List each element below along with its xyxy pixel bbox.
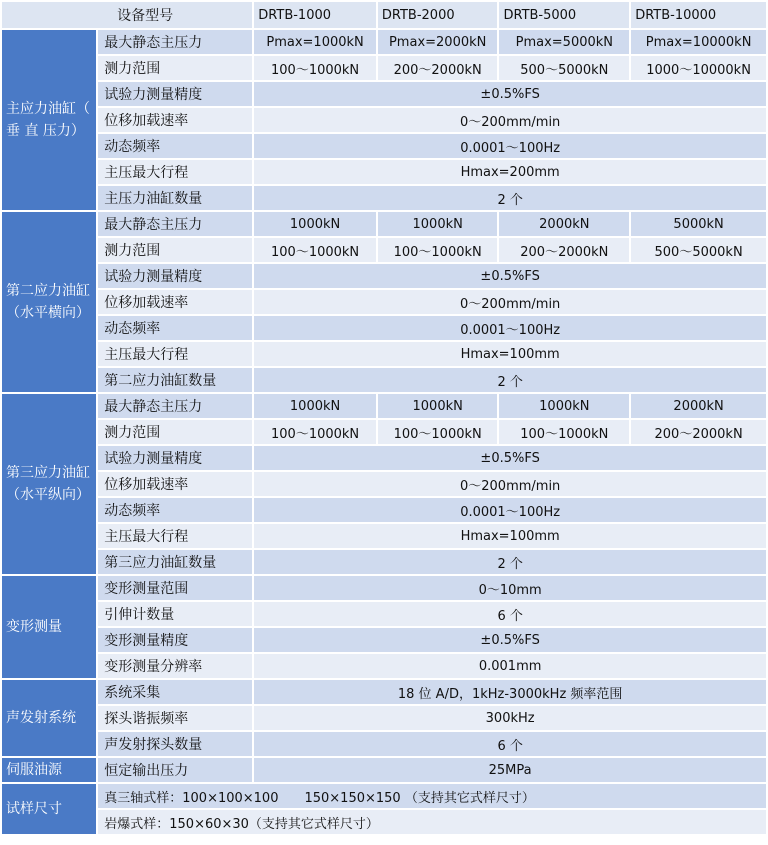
table-row — [2, 238, 766, 262]
table-row — [2, 264, 766, 288]
param-name: 最大静态主压力 — [98, 394, 252, 418]
param-value: 300kHz — [254, 706, 766, 730]
table-row — [2, 810, 766, 834]
param-name: 测力范围 — [98, 238, 252, 262]
group-name: 第二应力油缸（水平横向） — [2, 212, 96, 392]
model-name: DRTB-2000 — [378, 2, 498, 28]
group-name: 试样尺寸 — [2, 784, 96, 834]
param-name: 探头谐振频率 — [98, 706, 252, 730]
param-name: 动态频率 — [98, 134, 252, 158]
table-row — [2, 212, 766, 236]
table-row — [2, 706, 766, 730]
param-value: 100～1000kN — [378, 238, 498, 262]
param-value: Pmax=1000kN — [254, 30, 376, 54]
param-value: 0～200mm/min — [254, 472, 766, 496]
table-row — [2, 394, 766, 418]
param-value: 100～1000kN — [499, 420, 629, 444]
specimen-line: 真三轴式样：100×100×100 150×150×150 （支持其它式样尺寸） — [98, 784, 766, 808]
table-row — [2, 82, 766, 106]
param-name: 动态频率 — [98, 316, 252, 340]
table-row — [2, 290, 766, 314]
param-value: 200～2000kN — [631, 420, 766, 444]
group-name: 主应力油缸（ 垂 直 压力） — [2, 30, 96, 210]
param-value: 500～5000kN — [631, 238, 766, 262]
param-value: 0.0001～100Hz — [254, 498, 766, 522]
param-value: 500～5000kN — [499, 56, 629, 80]
table-row — [2, 160, 766, 184]
table-row — [2, 784, 766, 808]
param-value: Hmax=100mm — [254, 524, 766, 548]
param-value: 2 个 — [254, 550, 766, 574]
param-value: 2000kN — [499, 212, 629, 236]
table-row — [2, 420, 766, 444]
param-value: 1000～10000kN — [631, 56, 766, 80]
param-value: 0～200mm/min — [254, 290, 766, 314]
param-value: 100～1000kN — [254, 420, 376, 444]
param-value: 1000kN — [254, 394, 376, 418]
param-name: 第二应力油缸数量 — [98, 368, 252, 392]
table-row — [2, 446, 766, 470]
group-name: 声发射系统 — [2, 680, 96, 756]
param-value: ±0.5%FS — [254, 628, 766, 652]
table-row — [2, 134, 766, 158]
specimen-line: 岩爆式样：150×60×30（支持其它式样尺寸） — [98, 810, 766, 834]
table-row — [2, 576, 766, 600]
param-value: 2 个 — [254, 368, 766, 392]
param-value: ±0.5%FS — [254, 82, 766, 106]
param-name: 主压最大行程 — [98, 342, 252, 366]
param-name: 试验力测量精度 — [98, 264, 252, 288]
table-row — [2, 602, 766, 626]
table-row — [2, 316, 766, 340]
group-name: 伺服油源 — [2, 758, 96, 782]
table-row — [2, 654, 766, 678]
table-row — [2, 30, 766, 54]
param-value: 0.001mm — [254, 654, 766, 678]
header-row — [2, 2, 766, 28]
table-row — [2, 472, 766, 496]
param-name: 动态频率 — [98, 498, 252, 522]
param-name: 主压最大行程 — [98, 524, 252, 548]
table-row — [2, 368, 766, 392]
param-value: ±0.5%FS — [254, 446, 766, 470]
param-name: 变形测量精度 — [98, 628, 252, 652]
param-value: 6 个 — [254, 732, 766, 756]
param-value: 1000kN — [378, 212, 498, 236]
table-row — [2, 108, 766, 132]
table-row — [2, 524, 766, 548]
param-value: 1000kN — [378, 394, 498, 418]
param-value: 100～1000kN — [254, 238, 376, 262]
param-value: 0.0001～100Hz — [254, 134, 766, 158]
param-value: Hmax=200mm — [254, 160, 766, 184]
param-name: 变形测量范围 — [98, 576, 252, 600]
param-value: 0～200mm/min — [254, 108, 766, 132]
param-name: 试验力测量精度 — [98, 446, 252, 470]
param-value: 100～1000kN — [254, 56, 376, 80]
model-name: DRTB-5000 — [499, 2, 629, 28]
model-label: 设备型号 — [2, 2, 252, 28]
param-value: 18 位 A/D，1kHz-3000kHz 频率范围 — [254, 680, 766, 704]
model-name: DRTB-1000 — [254, 2, 376, 28]
param-value: 1000kN — [254, 212, 376, 236]
table-row — [2, 498, 766, 522]
param-value: Hmax=100mm — [254, 342, 766, 366]
param-value: 100～1000kN — [378, 420, 498, 444]
table-row — [2, 680, 766, 704]
param-value: 200～2000kN — [499, 238, 629, 262]
model-name: DRTB-10000 — [631, 2, 766, 28]
param-value: ±0.5%FS — [254, 264, 766, 288]
group-name: 变形测量 — [2, 576, 96, 678]
param-name: 测力范围 — [98, 56, 252, 80]
param-name: 恒定输出压力 — [98, 758, 252, 782]
table-row — [2, 628, 766, 652]
param-value: 2 个 — [254, 186, 766, 210]
param-name: 位移加载速率 — [98, 108, 252, 132]
param-name: 最大静态主压力 — [98, 212, 252, 236]
table-row — [2, 550, 766, 574]
table-row — [2, 758, 766, 782]
group-name: 第三应力油缸（水平纵向） — [2, 394, 96, 574]
param-value: 5000kN — [631, 212, 766, 236]
param-value: 25MPa — [254, 758, 766, 782]
param-name: 主压力油缸数量 — [98, 186, 252, 210]
param-value: 6 个 — [254, 602, 766, 626]
param-value: Pmax=10000kN — [631, 30, 766, 54]
param-value: 0.0001～100Hz — [254, 316, 766, 340]
param-name: 试验力测量精度 — [98, 82, 252, 106]
param-name: 最大静态主压力 — [98, 30, 252, 54]
param-name: 变形测量分辨率 — [98, 654, 252, 678]
param-name: 声发射探头数量 — [98, 732, 252, 756]
param-value: 2000kN — [631, 394, 766, 418]
param-value: Pmax=2000kN — [378, 30, 498, 54]
param-name: 主压最大行程 — [98, 160, 252, 184]
param-name: 引伸计数量 — [98, 602, 252, 626]
table-row — [2, 732, 766, 756]
param-value: 0～10mm — [254, 576, 766, 600]
param-name: 系统采集 — [98, 680, 252, 704]
param-value: Pmax=5000kN — [499, 30, 629, 54]
param-name: 位移加载速率 — [98, 472, 252, 496]
table-row — [2, 342, 766, 366]
table-row — [2, 186, 766, 210]
param-name: 测力范围 — [98, 420, 252, 444]
param-name: 位移加载速率 — [98, 290, 252, 314]
table-row — [2, 56, 766, 80]
param-name: 第三应力油缸数量 — [98, 550, 252, 574]
param-value: 200～2000kN — [378, 56, 498, 80]
param-value: 1000kN — [499, 394, 629, 418]
